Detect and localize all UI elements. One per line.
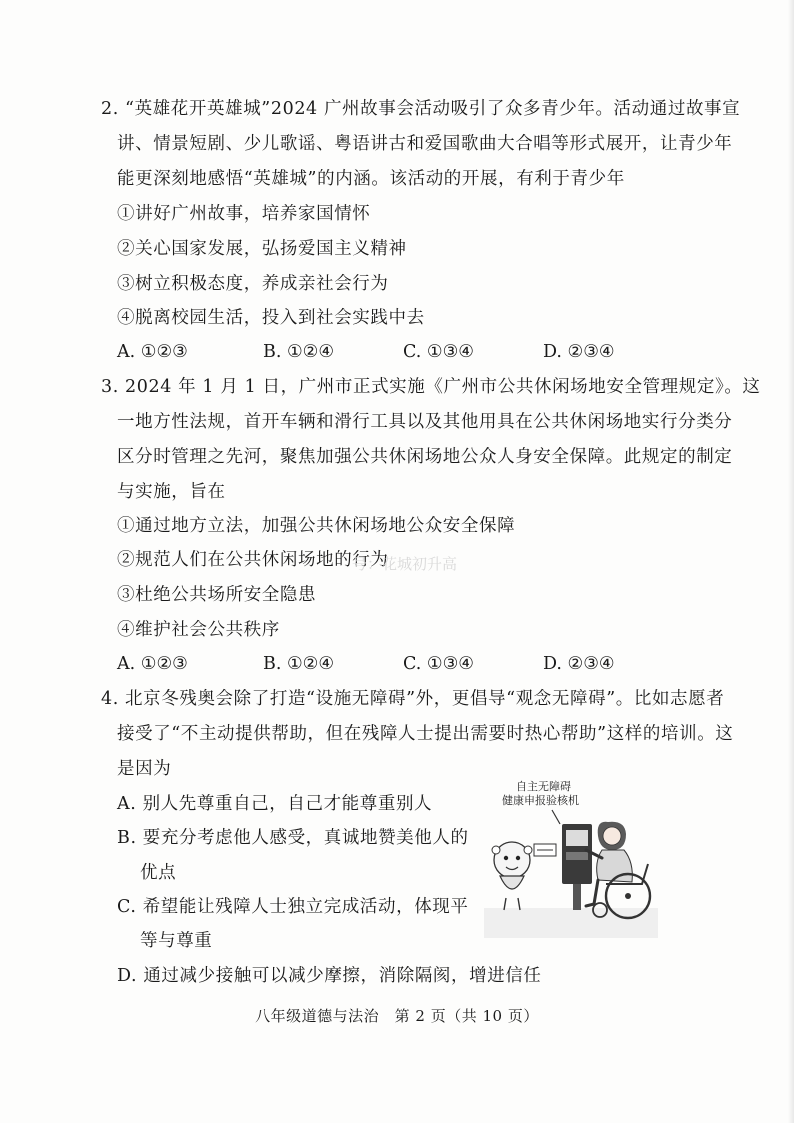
illustration-caption-line-2: 健康申报验核机 — [502, 794, 579, 807]
q3-stem-line-4: 与实施，旨在 — [117, 482, 226, 502]
q3-stem-line-1: 3. 2024 年 1 月 1 日，广州市正式实施《广州市公共休闲场地安全管理规定》。这 — [101, 377, 761, 397]
q4-option-b-line-1: B. 要充分考虑他人感受，真诚地赞美他人的 — [117, 828, 469, 848]
q4-option-d: D. 通过减少接触可以减少摩擦，消除隔阂，增进信任 — [117, 966, 542, 986]
q4-option-b-line-2: 优点 — [140, 863, 177, 883]
q3-statement-2: ②规范人们在公共休闲场地的行为 — [117, 550, 389, 570]
q3-statement-1: ①通过地方立法，加强公共休闲场地公众安全保障 — [117, 516, 516, 536]
page-footer: 八年级道德与法治 第 2 页（共 10 页） — [255, 1007, 539, 1025]
q2-stem-line-3: 能更深刻地感悟“英雄城”的内涵。该活动的开展，有利于青少年 — [117, 169, 625, 189]
q2-statement-4: ④脱离校园生活，投入到社会实践中去 — [117, 308, 425, 328]
q3-statement-4: ④维护社会公共秩序 — [117, 620, 280, 640]
q4-option-a: A. 别人先尊重自己，自己才能尊重别人 — [117, 794, 433, 814]
q4-option-c-line-1: C. 希望能让残障人士独立完成活动，体现平 — [117, 897, 469, 917]
q4-stem-line-2: 接受了“不主动提供帮助，但在残障人士提出需要时热心帮助”这样的培训。这 — [117, 724, 734, 744]
scan-edge-shadow — [788, 0, 794, 1123]
q4-stem-line-3: 是因为 — [117, 759, 172, 779]
q2-option-b: B. ①②④ — [263, 342, 335, 362]
q4-option-c-line-2: 等与尊重 — [140, 931, 213, 951]
q3-statement-3: ③杜绝公共场所安全隐患 — [117, 585, 317, 605]
illustration-caption-line-1: 自主无障碍 — [516, 780, 571, 793]
q3-stem-line-3: 区分时管理之先河，聚焦加强公共休闲场地公众人身安全保障。此规定的制定 — [117, 447, 733, 467]
q3-option-a: A. ①②③ — [117, 654, 188, 674]
q2-statement-1: ①讲好广州故事，培养家国情怀 — [117, 204, 371, 224]
q2-stem-line-2: 讲、情景短剧、少儿歌谣、粤语讲古和爱国歌曲大合唱等形式展开，让青少年 — [117, 134, 733, 154]
q2-option-c: C. ①③④ — [403, 342, 474, 362]
watermark: 号：花城初升高 — [352, 555, 458, 573]
q3-option-b: B. ①②④ — [263, 654, 335, 674]
wheelchair-user-icon — [482, 780, 660, 942]
q3-option-c: C. ①③④ — [403, 654, 474, 674]
q2-statement-2: ②关心国家发展，弘扬爱国主义精神 — [117, 239, 407, 259]
q3-option-d: D. ②③④ — [543, 654, 615, 674]
q2-stem-line-1: 2. “英雄花开英雄城”2024 广州故事会活动吸引了众多青少年。活动通过故事宣 — [101, 99, 741, 119]
q2-option-a: A. ①②③ — [117, 342, 188, 362]
q2-statement-3: ③树立积极态度，养成亲社会行为 — [117, 274, 389, 294]
q2-option-d: D. ②③④ — [543, 342, 615, 362]
wheelchair-kiosk-illustration — [482, 780, 660, 942]
q4-stem-line-1: 4. 北京冬残奥会除了打造“设施无障碍”外，更倡导“观念无障碍”。比如志愿者 — [101, 689, 725, 709]
q3-stem-line-2: 一地方性法规，首开车辆和滑行工具以及其他用具在公共休闲场地实行分类分 — [117, 412, 733, 432]
